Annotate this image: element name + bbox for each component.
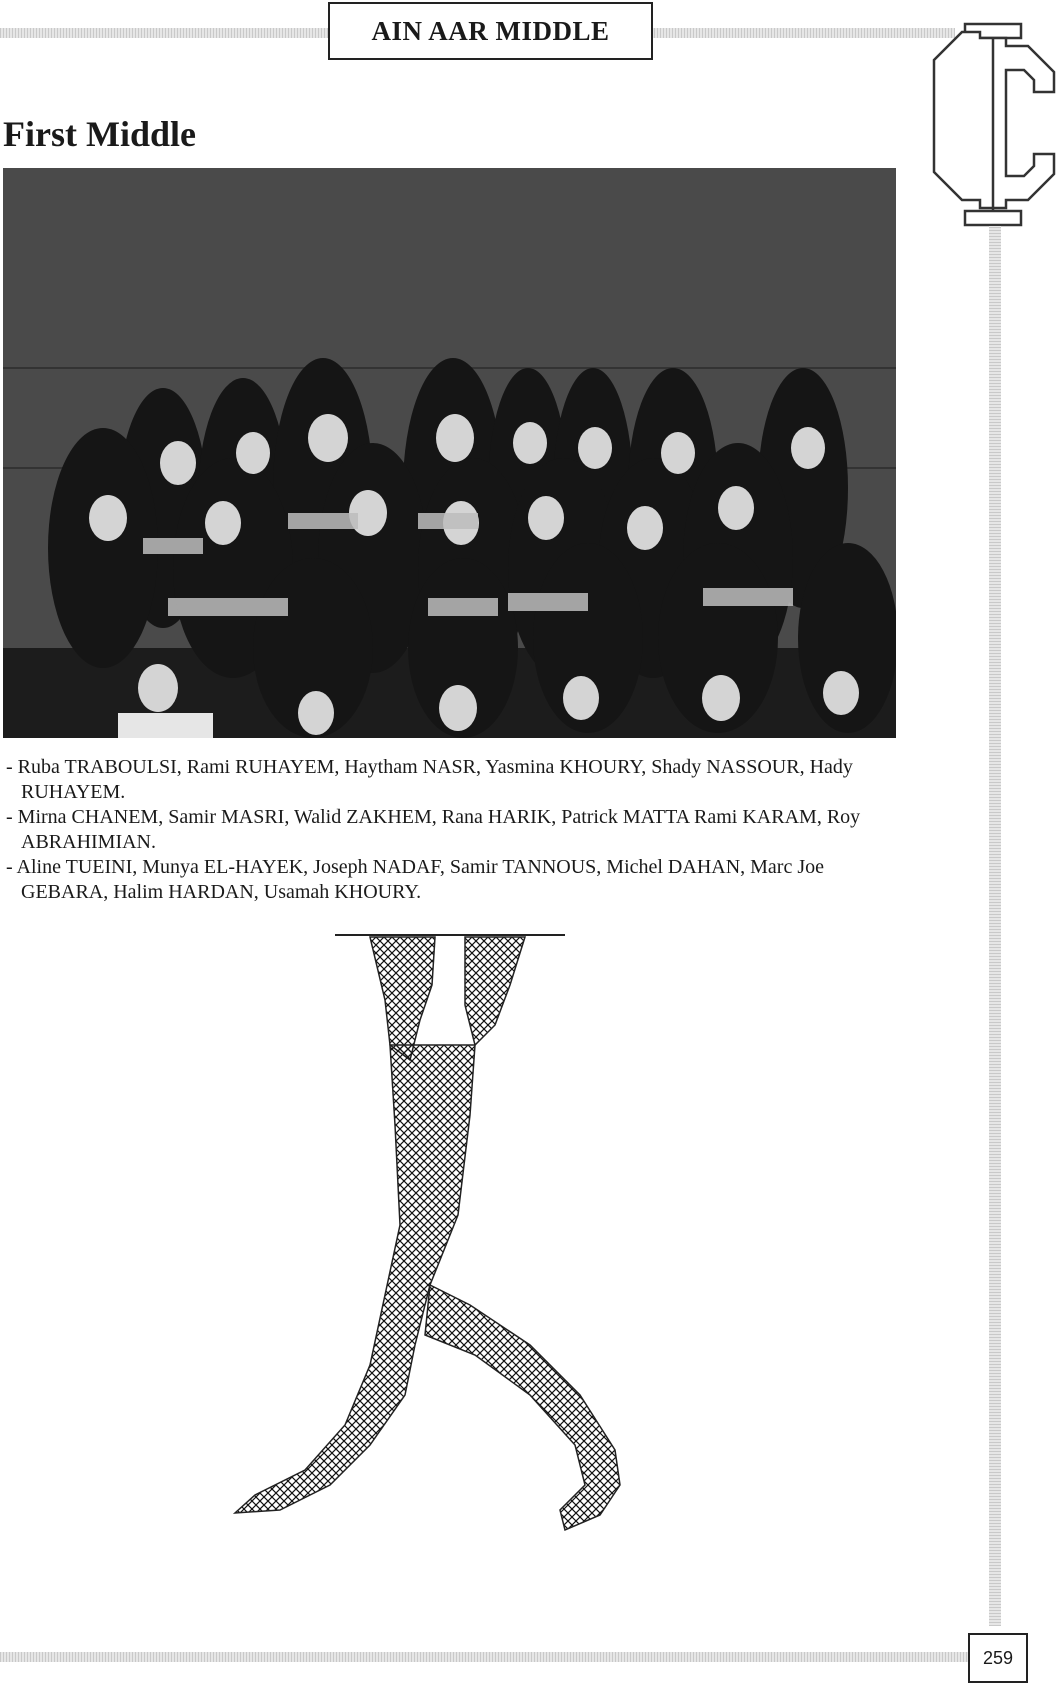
bottom-rule bbox=[0, 1652, 968, 1662]
school-name: AIN AAR MIDDLE bbox=[371, 15, 610, 46]
caption-line-front-row: - Ruba TRABOULSI, Rami RUHAYEM, Haytham NASR, Yasmina KHOURY, Shady NASSOUR, Hady RUHAYEM. bbox=[6, 756, 853, 803]
caption-line-back-row: - Aline TUEINI, Munya EL-HAYEK, Joseph NADAF, Samir TANNOUS, Michel DAHAN, Marc Joe GEBARA, Halim HARDAN, Usamah KHOURY. bbox=[6, 856, 825, 903]
caption-line-middle-row: - Mirna CHANEM, Samir MASRI, Walid ZAKHEM, Rana HARIK, Patrick MATTA Rami KARAM, Roy ABRAHIMIAN. bbox=[6, 806, 861, 853]
class-group-photo bbox=[3, 168, 896, 738]
section-title: First Middle bbox=[3, 114, 196, 154]
page-number bbox=[968, 1633, 1028, 1683]
hatched-figure-illustration bbox=[220, 925, 690, 1605]
class-photo-image bbox=[3, 168, 896, 738]
page-header bbox=[328, 2, 653, 60]
page-number-text: 259 bbox=[982, 1647, 1014, 1668]
right-side-rule bbox=[989, 226, 1001, 1626]
school-logo-icon bbox=[930, 22, 1056, 227]
photo-caption bbox=[6, 755, 896, 905]
